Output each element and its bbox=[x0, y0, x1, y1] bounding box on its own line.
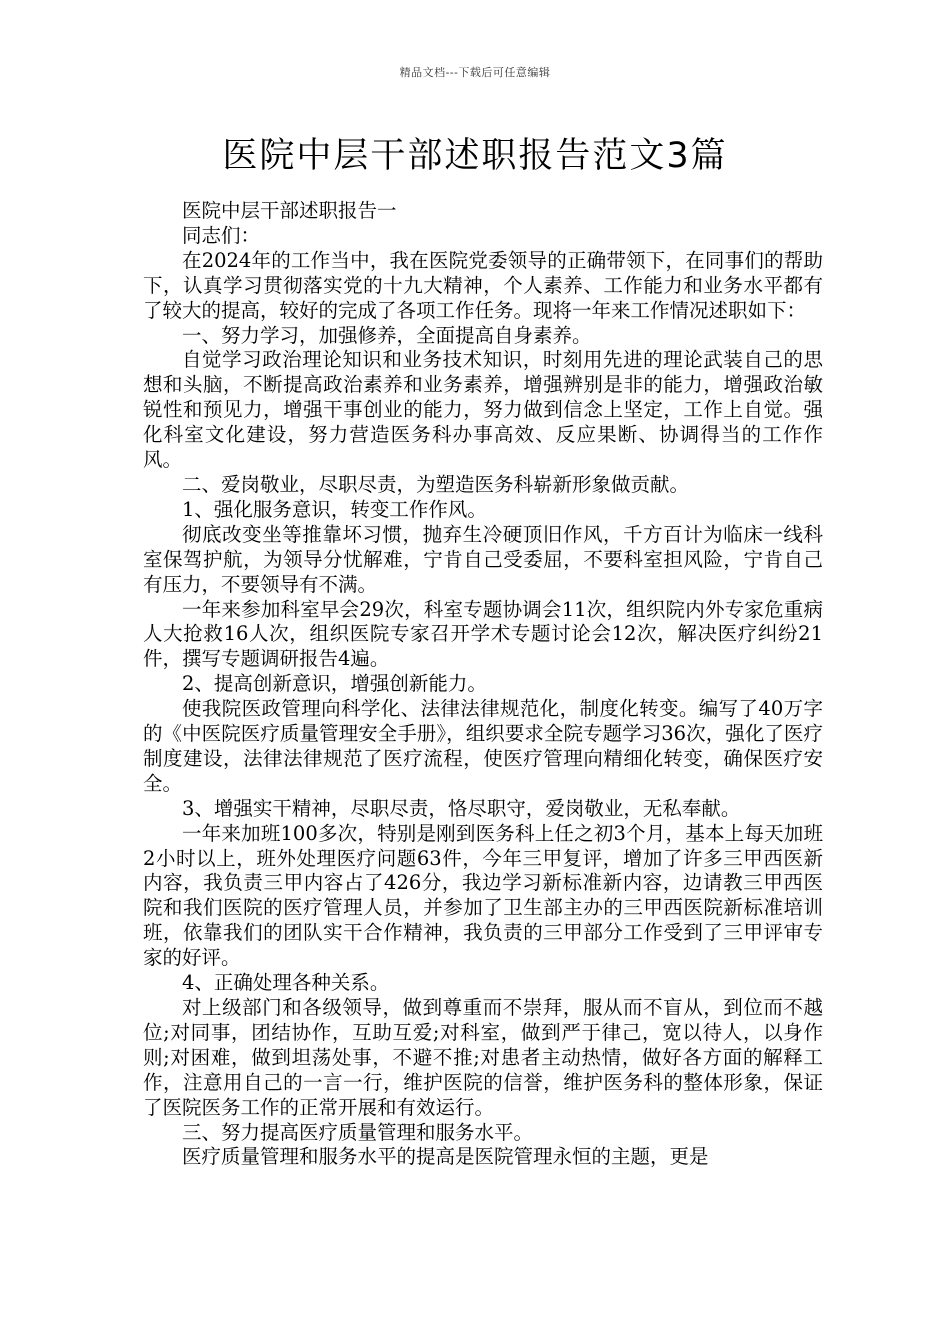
subsection-heading: 4、正确处理各种关系。 bbox=[182, 971, 390, 995]
paragraph: 医疗质量管理和服务水平的提高是医院管理永恒的主题，更是 bbox=[182, 1145, 709, 1169]
section-heading: 三、努力提高医疗质量管理和服务水平。 bbox=[182, 1120, 534, 1144]
subsection-heading: 3、增强实干精神，尽职尽责，恪尽职守，爱岗敬业，无私奉献。 bbox=[182, 796, 741, 820]
paragraph: 使我院医政管理向科学化、法律法律规范化，制度化转变。编写了40万字的《中医院医疗质量管理安全手册》，组织要求全院专题学习36次，强化了医疗制度建设，法律法律规范了医疗流程，使医疗管理向精细化转变，确保医疗安全。 bbox=[143, 697, 823, 795]
document-body bbox=[143, 199, 823, 1170]
paragraph-subtitle: 医院中层干部述职报告一 bbox=[182, 199, 397, 222]
section-heading: 一、努力学习，加强修养，全面提高自身素养。 bbox=[182, 323, 592, 347]
document-title: 医院中层干部述职报告范文3篇 bbox=[222, 136, 728, 176]
paragraph: 一年来加班100多次，特别是刚到医务科上任之初3个月，基本上每天加班2小时以上，班外处理医疗问题63件，今年三甲复评，增加了许多三甲西医新内容，我负责三甲内容占了426分，我边学习新标准新内容，边请教三甲西医院和我们医院的医疗管理人员，并参加了卫生部主办的三甲西医院新标准培训班，依靠我们的团队实干合作精神，我负责的三甲部分工作受到了三甲评审专家的好评。 bbox=[143, 821, 823, 970]
subsection-heading: 1、强化服务意识，转变工作作风。 bbox=[182, 497, 487, 521]
paragraph: 自觉学习政治理论知识和业务技术知识，时刻用先进的理论武装自己的思想和头脑，不断提高政治素养和业务素养，增强辨别是非的能力，增强政治敏锐性和预见力，增强干事创业的能力，努力做到信念上坚定，工作上自觉。强化科室文化建设，努力营造医务科办事高效、反应果断、协调得当的工作作风。 bbox=[143, 348, 823, 472]
subsection-heading: 2、提高创新意识，增强创新能力。 bbox=[182, 672, 487, 696]
section-heading: 二、爱岗敬业，尽职尽责，为塑造医务科崭新形象做贡献。 bbox=[182, 472, 690, 496]
paragraph: 在2024年的工作当中，我在医院党委领导的正确带领下，在同事们的帮助下，认真学习贯彻落实党的十九大精神，个人素养、工作能力和业务水平都有了较大的提高，较好的完成了各项工作任务。现将一年来工作情况述职如下： bbox=[143, 248, 823, 322]
paragraph: 彻底改变坐等推靠坏习惯，抛弃生冷硬顶旧作风，千方百计为临床一线科室保驾护航，为领导分忧解难，宁肯自己受委屈，不要科室担风险，宁肯自己有压力，不要领导有不满。 bbox=[143, 522, 823, 596]
paragraph: 对上级部门和各级领导，做到尊重而不崇拜，服从而不盲从，到位而不越位;对同事，团结协作，互助互爱;对科室，做到严于律己，宽以待人，以身作则;对困难，做到坦荡处事，不避不推;对患者主动热情，做好各方面的解释工作，注意用自己的一言一行，维护医院的信誉，维护医务科的整体形象，保证了医院医务工作的正常开展和有效运行。 bbox=[143, 996, 823, 1119]
page-header-note: 精品文档---下载后可任意编辑 bbox=[399, 66, 551, 79]
paragraph: 一年来参加科室早会29次，科室专题协调会11次，组织院内外专家危重病人大抢救16人次，组织医院专家召开学术专题讨论会12次，解决医疗纠纷21件，撰写专题调研报告4遍。 bbox=[143, 597, 823, 671]
paragraph-salutation: 同志们： bbox=[182, 223, 261, 247]
